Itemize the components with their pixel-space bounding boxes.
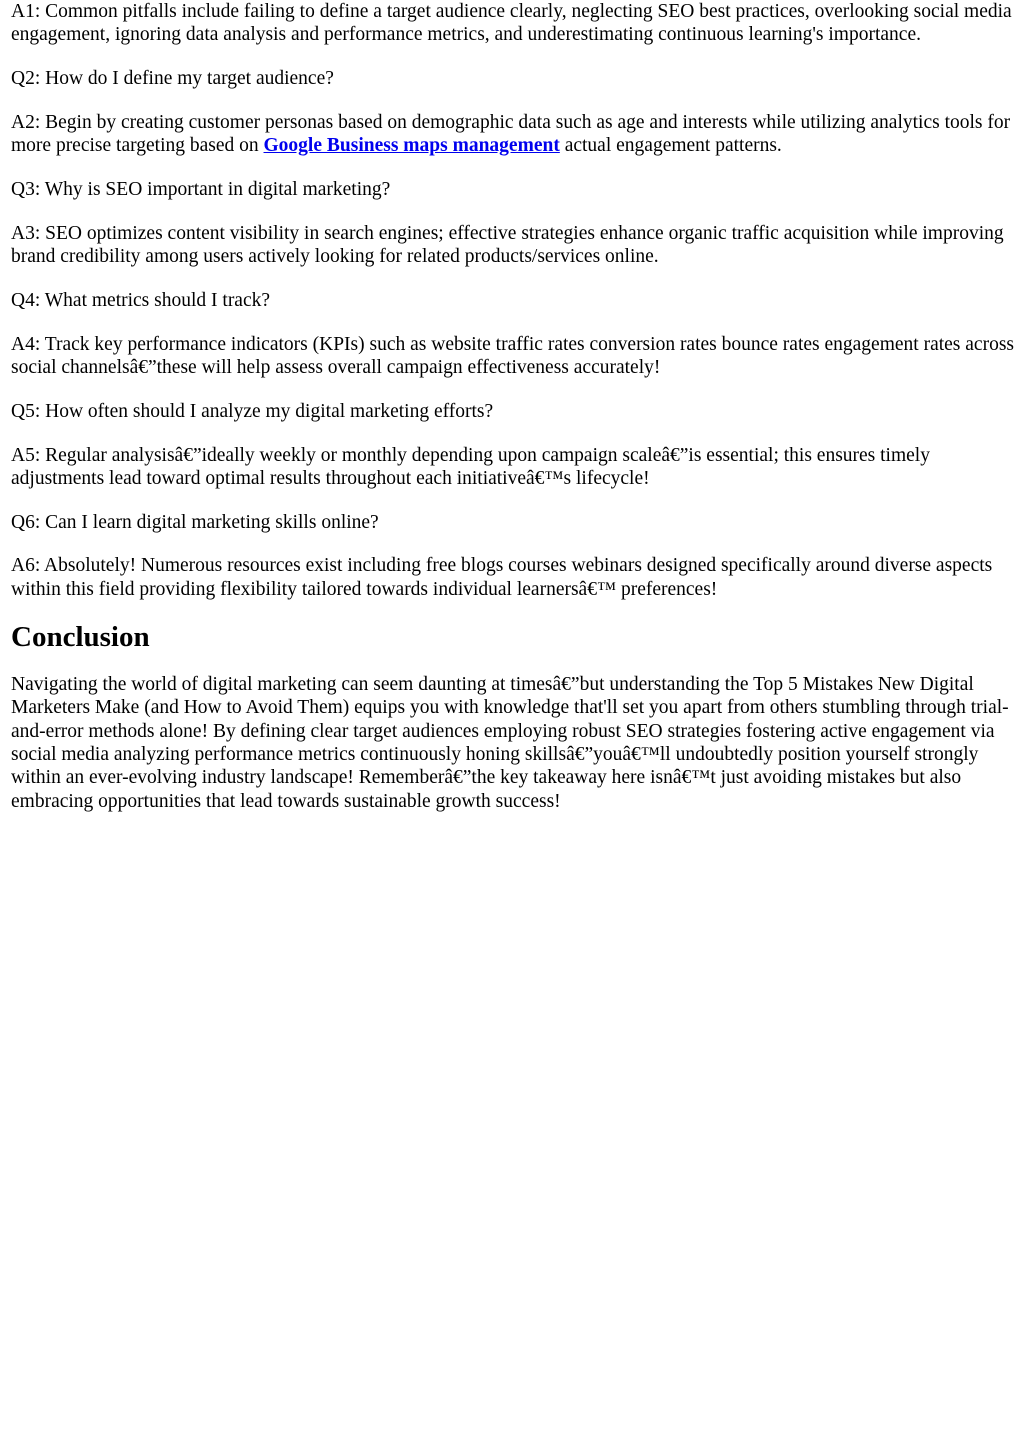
question-3: Q3: Why is SEO important in digital marketing? <box>11 178 391 200</box>
answer-2 <box>11 111 1014 158</box>
answer-2-text-after: actual engagement patterns. <box>559 135 782 157</box>
answer-2-text-before: A2: Begin by creating customer personas based on demographic data such as age and interests while utilizing analytics tools for more precise targeting based on <box>11 111 1011 157</box>
google-business-maps-link[interactable]: Google Business maps management <box>263 135 560 157</box>
answer-6: A6: Absolutely! Numerous resources exist including free blogs courses webinars designed specifically around diverse aspects within this field providing flexibility tailored towards individual learnersâ€™ preferences! <box>11 555 993 600</box>
answer-5: A5: Regular analysisâ€”ideally weekly or monthly depending upon campaign scaleâ€”is essential; this ensures timely adjustments lead toward optimal results throughout each initiativeâ€™s lifecycle! <box>11 444 930 489</box>
question-2: Q2: How do I define my target audience? <box>11 68 334 90</box>
conclusion-heading: Conclusion <box>11 621 150 654</box>
conclusion-paragraph: Navigating the world of digital marketing can seem daunting at timesâ€”but understanding the Top 5 Mistakes New Digital Marketers Make (and How to Avoid Them) equips you with knowledge that'll set you apart from others stumbling through trial-and-error methods alone! By defining clear target audiences employing robust SEO strategies fostering active engagement via social media analyzing performance metrics continuously honing skillsâ€”youâ€™ll undoubtedly position yourself strongly within an ever-evolving industry landscape! Rememberâ€”the key takeaway here isnâ€™t just avoiding mistakes but also embracing opportunities that lead towards sustainable growth success! <box>11 674 1009 812</box>
answer-3: A3: SEO optimizes content visibility in search engines; effective strategies enhance organic traffic acquisition while improving brand credibility among users actively looking for related products/services online. <box>11 222 1004 268</box>
question-5: Q5: How often should I analyze my digital marketing efforts? <box>11 400 494 422</box>
answer-1: A1: Common pitfalls include failing to define a target audience clearly, neglecting SEO best practices, overlooking social media engagement, ignoring data analysis and performance metrics, and underestimating continuous learning's importance. <box>11 1 1012 46</box>
question-6: Q6: Can I learn digital marketing skills online? <box>11 511 379 533</box>
answer-4: A4: Track key performance indicators (KPIs) such as website traffic rates conversion rates bounce rates engagement rates across social channelsâ€”these will help assess overall campaign effectiveness accurately! <box>11 333 1014 378</box>
question-4: Q4: What metrics should I track? <box>11 289 271 311</box>
